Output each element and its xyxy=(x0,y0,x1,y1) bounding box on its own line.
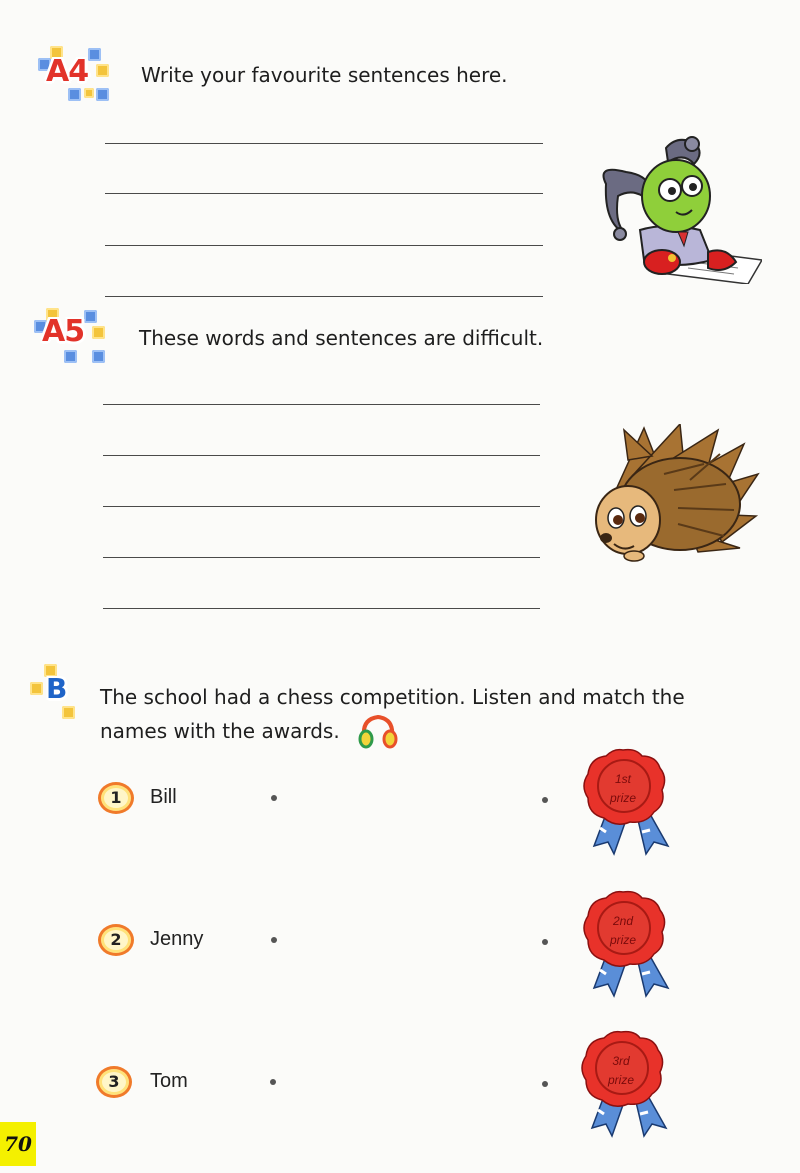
item-name: Tom xyxy=(150,1070,188,1092)
match-dot-left[interactable] xyxy=(271,937,277,943)
match-dot-right[interactable] xyxy=(542,939,548,945)
writing-line[interactable] xyxy=(103,506,540,507)
page-number: 70 xyxy=(0,1122,36,1166)
section-a4-badge: A4 xyxy=(36,44,112,104)
award-label-line1: 2nd xyxy=(612,914,634,928)
prize-rosette-1st xyxy=(580,748,680,858)
award-label-line2: prize xyxy=(609,791,636,805)
writing-line[interactable] xyxy=(105,193,543,194)
writing-line[interactable] xyxy=(103,608,540,609)
section-b-instruction-line2: names with the awards. xyxy=(100,719,340,743)
prize-rosette-2nd xyxy=(580,890,680,1000)
item-number-badge: 1 xyxy=(98,782,134,814)
item-number-badge: 2 xyxy=(98,924,134,956)
writing-line[interactable] xyxy=(103,557,540,558)
match-dot-right[interactable] xyxy=(542,797,548,803)
award-label-line2: prize xyxy=(607,1073,634,1087)
match-dot-left[interactable] xyxy=(271,795,277,801)
item-name: Bill xyxy=(150,786,177,808)
section-a4-instruction: Write your favourite sentences here. xyxy=(141,63,508,87)
section-a5-badge: A5 xyxy=(32,306,108,366)
section-b-instruction-line1: The school had a chess competition. Listen and match the xyxy=(100,685,685,709)
writing-line[interactable] xyxy=(105,296,543,297)
section-b-badge: B xyxy=(30,664,80,724)
award-label-line1: 3rd xyxy=(612,1054,630,1068)
prize-rosette-3rd xyxy=(578,1030,678,1140)
match-dot-right[interactable] xyxy=(542,1081,548,1087)
item-number-badge: 3 xyxy=(96,1066,132,1098)
award-label-line1: 1st xyxy=(614,772,631,786)
award-label-line2: prize xyxy=(609,933,636,947)
item-name: Jenny xyxy=(150,928,204,950)
writing-line[interactable] xyxy=(105,245,543,246)
section-a5-instruction: These words and sentences are difficult. xyxy=(139,326,544,350)
writing-character-illustration xyxy=(596,134,762,284)
audio-headphones-icon[interactable] xyxy=(358,713,398,749)
writing-line[interactable] xyxy=(105,143,543,144)
writing-line[interactable] xyxy=(103,404,540,405)
match-dot-left[interactable] xyxy=(270,1079,276,1085)
writing-line[interactable] xyxy=(103,455,540,456)
hedgehog-illustration xyxy=(594,424,760,566)
